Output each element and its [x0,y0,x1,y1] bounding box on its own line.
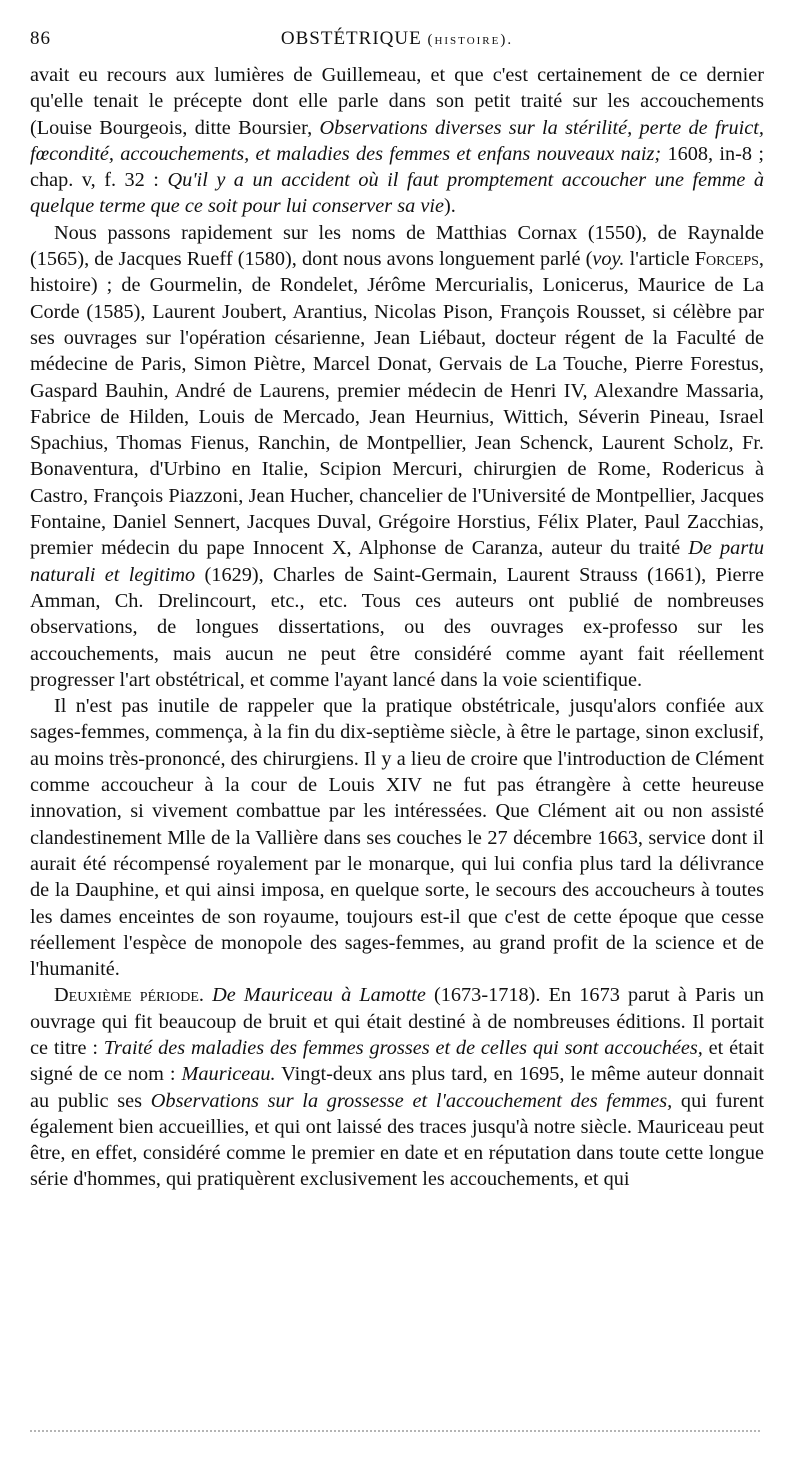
paragraph-deuxieme-periode [30,982,764,1192]
italic-title: Qu'il y a un accident où il faut promptement accoucher une femme à quelque terme que ce soit pour lui conserver sa vie [30,169,765,218]
text-run: , histoire) ; de Gourmelin, de Rondelet, Jérôme Mercurialis, Lonicerus, Maurice de La Corde (1585), Laurent Joubert, Arantius, Nicolas Pison, François Rousset, si célèbre par ses ouvrages sur l'opération césarienne, Jean Liébaut, docteur régent de la Faculté de médecine de Paris, Simon Piètre, Marcel Donat, Gervais de La Touche, Pierre Forestus, Gaspard Bauhin, André de Laurens, premier médecin de Henri IV, Alexandre Massaria, Fabrice de Hilden, Louis de Mercado, Jean Heurnius, Wittich, Séverin Pineau, Israel Spachius, Thomas Fienus, Ranchin, de Montpellier, Jean Schenck, Laurent Scholz, Fr. Bonaventura, d'Urbino en Italie, Scipion Mercuri, chirurgien de Rome, Rodericus à Castro, François Piazzoni, Jean Hucher, chancelier de l'Université de Montpellier, Jacques Fontaine, Daniel Sennert, Jacques Duval, Grégoire Horstius, Félix Plater, Paul Zacchias, premier médecin du pape Innocent X, Alphonse de Caranza, auteur du traité [30,248,764,560]
text-run: ). [443,195,456,218]
italic-title: Observations diverses sur la stérilité, perte de fruict, fœcondité, accouchements, et maladies des femmes et enfans nouveaux naiz; [30,116,765,165]
running-title [30,28,764,50]
italic-title: Observations sur la grossesse et l'accouchement des femmes, [150,1089,673,1112]
italic-name: Mauriceau. [181,1063,276,1086]
paragraph-clement [30,693,764,982]
text-run: 1608, in-8 ; chap. v, f. 32 : [30,142,764,192]
italic-heading: De Mauriceau à Lamotte [212,984,426,1007]
paragraph-guillemeau [30,62,764,220]
body-text [30,62,764,1193]
text-run: Nous passons rapidement sur les noms de Matthias Cornax (1550), de Raynalde (1565), de Jacques Rueff (1580), dont nous avons longuement parlé ( [30,221,764,271]
italic-title: De partu naturali et legitimo [30,537,764,586]
text-run: avait eu recours aux lumières de Guillemeau, et que c'est certainement de ce dernier qu'elle tenait le précepte dont elle parle dans son petit traité sur les accouchements (Louise Bourgeois, ditte Boursier, [30,64,764,139]
text-run: (1673-1718). En 1673 parut à Paris un ouvrage qui fit beaucoup de bruit et qui était destiné à de nombreuses éditions. Il portait ce titre : [30,984,764,1059]
italic-ref: voy. [592,248,625,271]
document-page [30,28,764,1193]
running-title-sub: (histoire). [427,32,514,48]
text-run [204,984,212,1006]
running-header [30,28,764,62]
text-run: Il n'est pas inutile de rappeler que la pratique obstétricale, jusqu'alors confiée aux sages-femmes, commença, à la fin du dix-septième siècle, à être le partage, sinon exclusif, au moins très-prononcé, des chirurgiens. Il y a lieu de croire que l'introduction de Clément comme accoucheur à la cour de Louis XIV ne fut pas étrangère à cette heureuse innovation, si vivement combattue par les intéressées. Que Clément ait ou non assisté clandestinement Mlle de la Vallière dans ses couches le 27 décembre 1663, service dont il aurait été récompensé royalement par le monarque, qui lui confia plus tard la délivrance de la Dauphine, et qui ainsi imposa, en quelque sorte, le secours des accoucheurs à toutes les dames enceintes de son royaume, toujours est-il que c'est de cette époque que cesse réellement l'espèce de monopole des sages-femmes, au grand profit de la science et de l'humanité. [30,695,764,981]
text-run: et était signé de ce nom : [30,1036,765,1086]
paragraph-authors [30,220,764,693]
running-title-main: OBSTÉTRIQUE [280,28,422,49]
text-run: Vingt-deux ans plus tard, en 1695, le même auteur donnait au public ses [30,1063,764,1112]
italic-title: Traité des maladies des femmes grosses et de celles qui sont accouchées, [103,1036,703,1059]
page-number: 86 [30,28,51,49]
text-run: (1629), Charles de Saint-Germain, Laurent Strauss (1661), Pierre Amman, Ch. Drelincourt, etc., etc. Tous ces auteurs ont publié de nombreuses observations, de longues dissertations, ou des ouvrages ex-professo sur les accouchements, mais aucun ne peut être considéré comme ayant fait réellement progresser l'art obstétrical, et comme l'ayant lancé dans la voie scientifique. [30,563,764,691]
text-run: l'article [624,248,695,271]
text-run: qui furent également bien accueillies, et qui ont laissé des traces jusqu'à notre siècle. Mauriceau peut être, en effet, considéré comme le premier en date et en réputation dans toute cette longue série d'hommes, qui pratiquèrent exclusivement les accouchements, et qui [30,1089,764,1191]
bottom-bleed-through-line [30,1430,760,1432]
small-caps-ref: Forceps [694,248,759,271]
section-heading: Deuxième période. [54,984,204,1007]
